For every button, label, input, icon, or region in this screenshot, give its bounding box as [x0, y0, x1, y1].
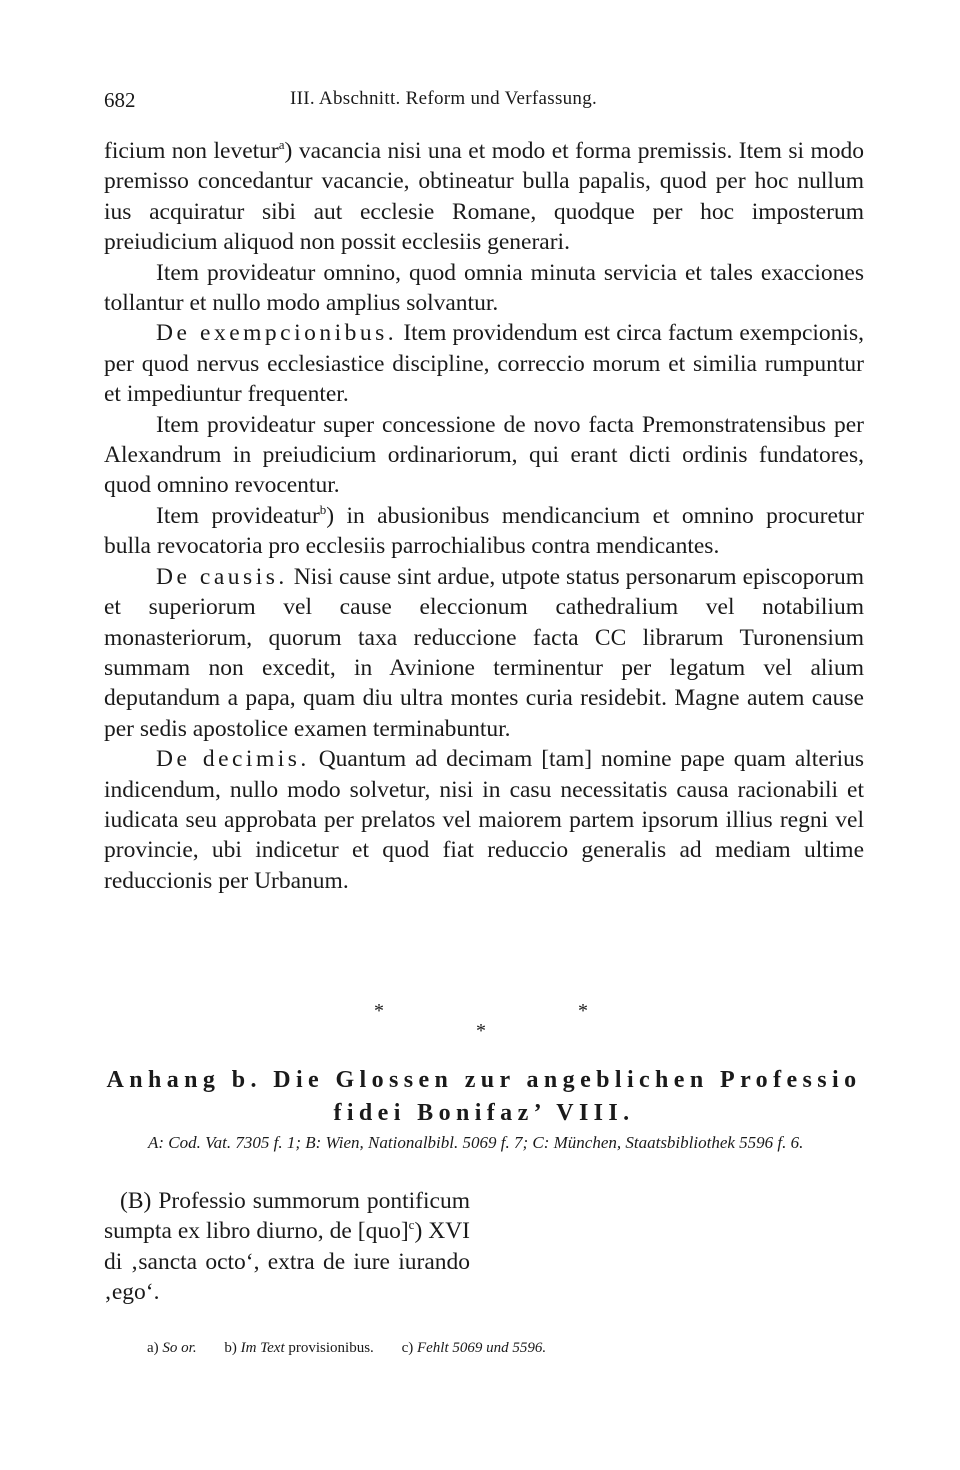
section-head-exempcionibus: De exempcionibus.: [156, 320, 398, 347]
page-number: 682: [104, 88, 136, 112]
footnote-b-mark: b): [224, 1340, 237, 1356]
footnotes: [147, 1340, 570, 1357]
footnote-ref-c: c: [408, 1217, 415, 1233]
footnote-a: [147, 1340, 197, 1356]
appendix-title: Anhang b. Die Glossen zur angeblichen Professio fidei Bonifaz’ VIII.: [106, 1067, 862, 1126]
page-header: [104, 88, 864, 118]
footnote-ref-a: a: [278, 137, 285, 153]
paragraph-5: [104, 501, 864, 562]
footnote-a-mark: a): [147, 1340, 159, 1356]
asterism-star-center: *: [476, 1020, 486, 1042]
footnote-ref-b: b: [319, 502, 327, 518]
footnote-b-text: provisionibus.: [288, 1340, 374, 1356]
section-head-decimis: De decimis.: [156, 746, 310, 773]
paragraph-5-text-a: Item provideatur: [156, 502, 320, 529]
section-head-causis: De causis.: [156, 563, 288, 590]
footnote-a-text: So or.: [162, 1340, 197, 1356]
asterism-star-left: *: [374, 1000, 384, 1022]
main-text: [104, 136, 864, 896]
paragraph-1-text-a: ficium non levetur: [104, 138, 279, 164]
paragraph-7: [104, 744, 864, 896]
footnote-c-text: Fehlt 5069 und 5596.: [416, 1340, 547, 1356]
footnote-c: [402, 1340, 547, 1356]
paragraph-2: Item provideatur omnino, quod omnia minuta servicia et tales exacciones tollantur et nullo modo amplius solvantur.: [104, 259, 864, 317]
professio-text: [104, 1186, 470, 1308]
footnote-c-mark: c): [401, 1340, 414, 1356]
paragraph-4: Item provideatur super concessione de novo facta Premonstratensibus per Alexandrum in preiudicium ordinariorum, qui erant dicti ordinis fundatores, quod omnino revocentur.: [104, 411, 864, 499]
running-title: III. Abschnitt. Reform und Verfassung.: [290, 88, 598, 109]
paragraph-1-text-b: ) vacancia nisi una et modo et forma premissis. Item si modo premisso concedantur vacancie, obtineatur bulla papalis, quod per hoc nullum ius acquiratur sibi aut ecclesie Romane, quodque per hoc imposterum preiudicium aliquod non possit ecclesiis generari.: [104, 138, 864, 256]
paragraph-6: [104, 562, 864, 744]
paragraph-6-text: Nisi cause sint ardue, utpote status personarum episcoporum et superiorum vel cause eleccionum cathedralium vel notabilium monasteriorum, quorum taxa reduccione facta CC librarum Turonensium summam non excedit, in Avinione terminentur per legatum vel alium deputandum a papa, quam diu ultra montes curia residebit. Magne autem cause per sedis apostolice examen terminabuntur.: [104, 563, 864, 742]
asterism-star-right: *: [578, 1000, 588, 1022]
professio-text-a: (B) Professio summorum pontificum sumpta ex libro diurno, de [quo]: [104, 1188, 470, 1245]
paragraph-1: [104, 136, 864, 258]
paragraph-5-text-b: ) in abusionibus mendicancium et omnino procuretur bulla revocatoria pro ecclesiis parrochialibus contra mendicantes.: [104, 502, 864, 560]
professio-text-b: ) XVI di ‚sancta octo‘, extra de iure iurando ‚ego‘.: [104, 1218, 471, 1306]
paragraph-7-text: Quantum ad decimam [tam] nomine pape quam alterius indicendum, nullo modo solvetur, nisi in casu necessitatis causa racionabili et iudicata seu approbata per prelatos vel maiorem partem ipsorum illius regni vel provincie, ubi indicetur et quod fiat reduccio generalis ad mediam ultime reduccionis per Urbanum.: [104, 746, 865, 894]
manuscript-sigla: A: Cod. Vat. 7305 f. 1; B: Wien, Nationalbibl. 5069 f. 7; C: München, Staatsbibliothek 5596 f. 6.: [148, 1133, 804, 1152]
paragraph-3: [104, 318, 864, 409]
footnote-b-text-italic: Im Text: [240, 1340, 285, 1356]
paragraph-3-text: Item providendum est circa factum exempcionis, per quod nervus ecclesiastice discipline, correccio morum et similia rumpuntur et impediuntur frequenter.: [104, 320, 864, 408]
footnote-b: [224, 1340, 373, 1356]
